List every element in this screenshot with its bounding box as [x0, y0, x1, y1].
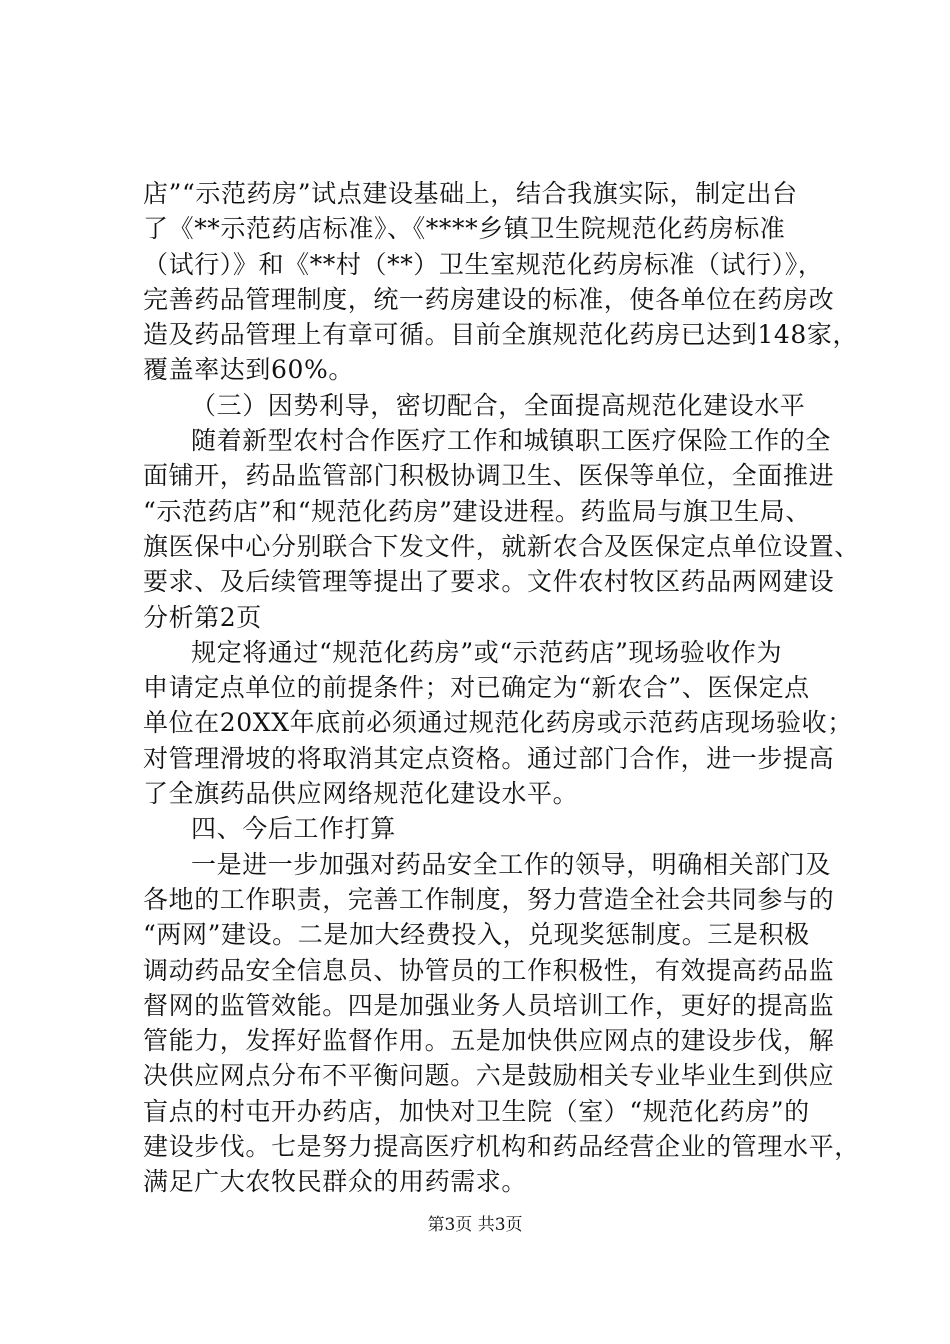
page-footer — [0, 1213, 950, 1237]
section-heading: （三）因势利导，密切配合，全面提高规范化建设水平 — [191, 390, 806, 420]
body-line: （试行）》和《**村（**）卫生室规范化药房标准（试行）》， — [143, 249, 824, 279]
body-line: 申请定点单位的前提条件；对已确定为“新农合”、医保定点 — [143, 673, 810, 703]
body-line: 完善药品管理制度，统一药房建设的标准，使各单位在药房改 — [143, 284, 835, 314]
body-line: 规定将通过“规范化药房”或“示范药店”现场验收作为 — [191, 637, 783, 667]
body-line: 单位在20XX年底前必须通过规范化药房或示范药店现场验收； — [143, 708, 853, 738]
body-line: 一是进一步加强对药品安全工作的领导，明确相关部门及 — [191, 849, 832, 879]
body-line: “示范药店”和“规范化药房”建设进程。药监局与旗卫生局、 — [143, 496, 811, 526]
body-line: 决供应网点分布不平衡问题。六是鼓励相关专业毕业生到供应 — [143, 1061, 835, 1091]
body-line: 了《**示范药店标准》、《****乡镇卫生院规范化药房标准 — [143, 214, 786, 244]
body-line: 盲点的村屯开办药店，加快对卫生院（室）“规范化药房”的 — [143, 1096, 810, 1126]
body-line: “两网”建设。二是加大经费投入，兑现奖惩制度。三是积极 — [143, 920, 810, 950]
body-line: 造及药品管理上有章可循。目前全旗规范化药房已达到148家， — [143, 320, 859, 350]
body-line: 店”“示范药房”试点建设基础上，结合我旗实际，制定出台 — [143, 179, 798, 208]
document-body — [143, 176, 860, 1200]
page-indicator: 第3页 共3页 — [427, 1215, 523, 1235]
body-line: 满足广大农牧民群众的用药需求。 — [143, 1167, 528, 1197]
body-line: 各地的工作职责，完善工作制度，努力营造全社会共同参与的 — [143, 884, 835, 914]
body-line: 管能力，发挥好监督作用。五是加快供应网点的建设步伐，解 — [143, 1026, 835, 1056]
body-line: 督网的监管效能。四是加强业务人员培训工作，更好的提高监 — [143, 990, 835, 1020]
body-line: 旗医保中心分别联合下发文件，就新农合及医保定点单位设置、 — [143, 531, 860, 561]
body-line: 分析第2页 — [143, 602, 262, 632]
body-line: 随着新型农村合作医疗工作和城镇职工医疗保险工作的全 — [191, 426, 832, 456]
body-line: 对管理滑坡的将取消其定点资格。通过部门合作，进一步提高 — [143, 743, 835, 773]
body-line: 调动药品安全信息员、协管员的工作积极性，有效提高药品监 — [143, 955, 835, 985]
body-line: 面铺开，药品监管部门积极协调卫生、医保等单位，全面推进 — [143, 461, 835, 491]
section-heading: 四、今后工作打算 — [191, 814, 396, 844]
body-line: 覆盖率达到60%。 — [143, 355, 354, 385]
body-line: 要求、及后续管理等提出了要求。文件农村牧区药品两网建设 — [143, 567, 835, 597]
body-line: 建设步伐。七是努力提高医疗机构和药品经营企业的管理水平， — [143, 1132, 860, 1162]
body-line: 了全旗药品供应网络规范化建设水平。 — [143, 779, 579, 809]
